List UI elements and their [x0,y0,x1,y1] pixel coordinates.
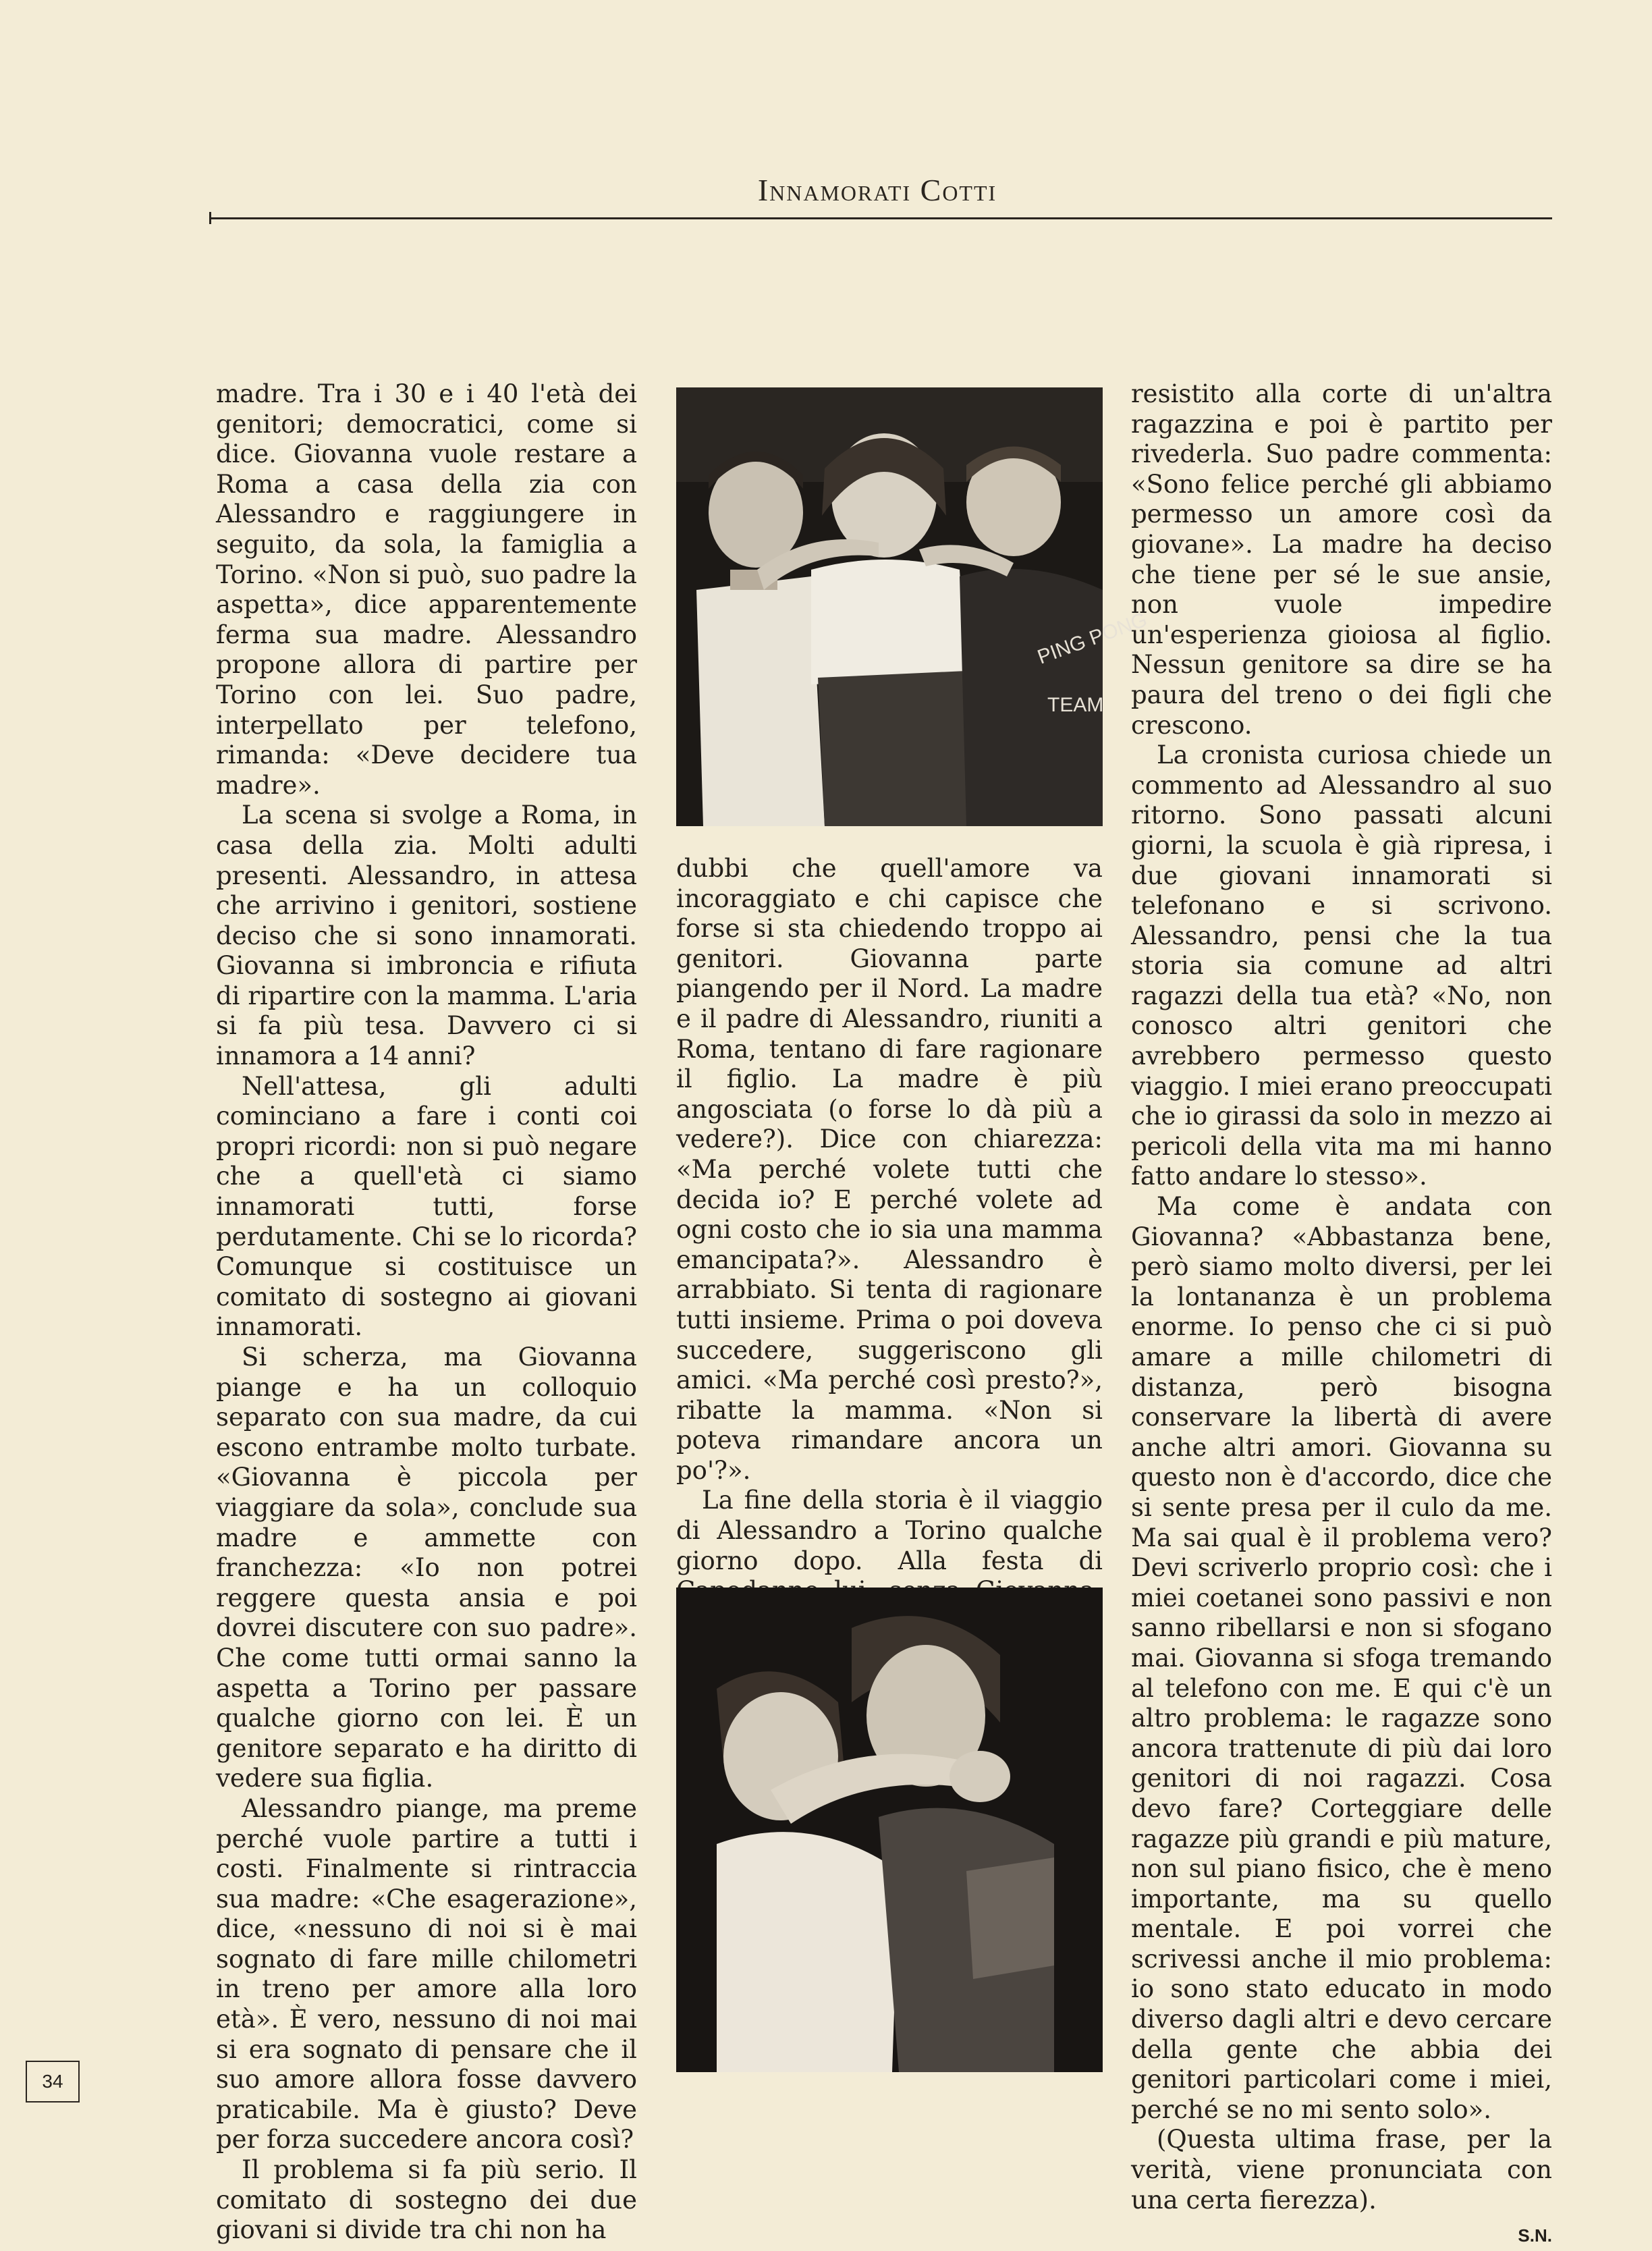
page-number: 34 [26,2061,80,2103]
author-signature: S.N. [1518,2225,1552,2246]
photo-three-teenagers [676,387,1151,826]
paragraph: Nell'attesa, gli adulti cominciano a fare i conti coi propri ricordi: non si può negare che a quell'età ci siamo innamorati tutti, forse perdutamente. Chi se lo ricorda? Comunque si costituisce un comitato di sostegno ai giovani innamorati. [216,1071,637,1342]
shirt-text-ping-pong: PING PONG [1035,608,1151,669]
paragraph: Si scherza, ma Giovanna piange e ha un colloquio separato con sua madre, da cui escono entrambe molto turbate. «Giovanna è piccola per viaggiare da sola», conclude sua madre e ammette con franchezza: «Io non potrei reggere questa ansia e poi dovrei discutere con suo padre». Che come tutti ormai sanno la aspetta a Torino per passare qualche giorno con lei. È un genitore separato e ha diritto di vedere sua figlia. [216,1343,637,1793]
shirt-text-team: TEAM [1047,694,1104,716]
article-column-2 [676,854,1103,1575]
paragraph: dubbi che quell'amore va incoraggiato e chi capisce che forse si sta chiedendo troppo ai genitori. Giovanna parte piangendo per il Nord. La madre e il padre di Alessandro, riuniti a Roma, tentano di fare ragionare il figlio. La madre è più angosciata (o forse lo dà più a vedere?). Dice con chiarezza: «Ma perché volete tutti che decida io? E perché volete ad ogni costo che io sia una mamma emancipata?». Alessandro è arrabbiato. Si tenta di ragionare tutti insieme. Prima o poi doveva succedere, suggeriscono gli amici. «Ma perché così presto?», ribatte la mamma. «Non si poteva rimandare ancora un po'?». [676,854,1103,1485]
paragraph: La cronista curiosa chiede un commento ad Alessandro al suo ritorno. Sono passati alcuni giorni, la scuola è già ripresa, i due giovani innamorati si telefonano e si scrivono. Alessandro, pensi che la tua storia sia comune ad altri ragazzi della tua età? «No, non conosco altri genitori che avrebbero permesso questo viaggio. I miei erano preoccupati che io girassi da solo in mezzo ai pericoli della vita ma mi hanno fatto andare lo stesso». [1131,740,1552,1191]
photo-embracing-teens [676,1588,1103,2072]
paragraph: Il problema si fa più serio. Il comitato di sostegno dei due giovani si divide tra chi non ha [216,2155,637,2245]
paragraph: madre. Tra i 30 e i 40 l'età dei genitori; democratici, come si dice. Giovanna vuole restare a Roma a casa della zia con Alessandro e raggiungere in seguito, da sola, la famiglia a Torino. «Non si può, suo padre la aspetta», dice apparentemente ferma sua madre. Alessandro propone allora di partire per Torino con lei. Suo padre, interpellato per telefono, rimanda: «Deve decidere tua madre». [216,379,637,800]
paragraph: La scena si svolge a Roma, in casa della zia. Molti adulti presenti. Alessandro, in attesa che arrivino i genitori, sostiene deciso che si sono innamorati. Giovanna si imbroncia e rifiuta di ripartire con la mamma. L'aria si fa più tesa. Davvero ci si innamora a 14 anni? [216,801,637,1071]
paragraph: Alessandro piange, ma preme perché vuole partire a tutti i costi. Finalmente si rintraccia sua madre: «Che esagerazione», dice, «nessuno di noi si è mai sognato di fare mille chilometri in treno per amore alla loro età». È vero, nessuno di noi mai si era sognato di pensare che il suo amore allora fosse davvero praticabile. Ma è giusto? Deve per forza succedere ancora così? [216,1793,637,2154]
paragraph: resistito alla corte di un'altra ragazzina e poi è partito per rivederla. Suo padre commenta: «Sono felice perché gli abbiamo permesso un amore così da giovane». La madre ha deciso che tiene per sé le sue ansie, non vuole impedire un'esperienza gioiosa al figlio. Nessun genitore sa dire se ha paura del treno o dei figli che crescono. [1131,379,1552,740]
header-rule [209,217,1552,219]
paragraph: (Questa ultima frase, per la verità, viene pronunciata con una certa fierezza). [1131,2125,1552,2215]
paragraph: Ma come è andata con Giovanna? «Abbastanza bene, però siamo molto diversi, per lei la lontananza è un problema enorme. Io penso che ci si può amare a mille chilometri di distanza, però bisogna conservare la libertà di avere anche altri amori. Giovanna su questo non è d'accordo, dice che si sente presa per il culo da me. Ma sai qual è il problema vero? Devi scriverlo proprio così: che i miei coetanei sono passivi e non sanno ribellarsi e non si sfogano mai. Giovanna si sfoga tremando al telefono con me. E qui c'è un altro problema: le ragazze sono ancora trattenute di più dai loro genitori di noi ragazzi. Cosa devo fare? Corteggiare delle ragazze più grandi e più mature, non sul piano fisico, che è meno importante, ma su quello mentale. E poi vorrei che scrivessi anche il mio problema: io sono stato educato in modo diverso dagli altri e devo cercare della gente che abbia dei genitori particolari come i miei, perché se no mi sento solo». [1131,1192,1552,2124]
page-title: Innamorati Cotti [757,173,997,207]
article-column-3 [1131,379,1552,2246]
paragraph: La fine della storia è il viaggio di Alessandro a Torino qualche giorno dopo. Alla festa di [676,1486,1103,1575]
article-column-1 [216,379,637,2245]
